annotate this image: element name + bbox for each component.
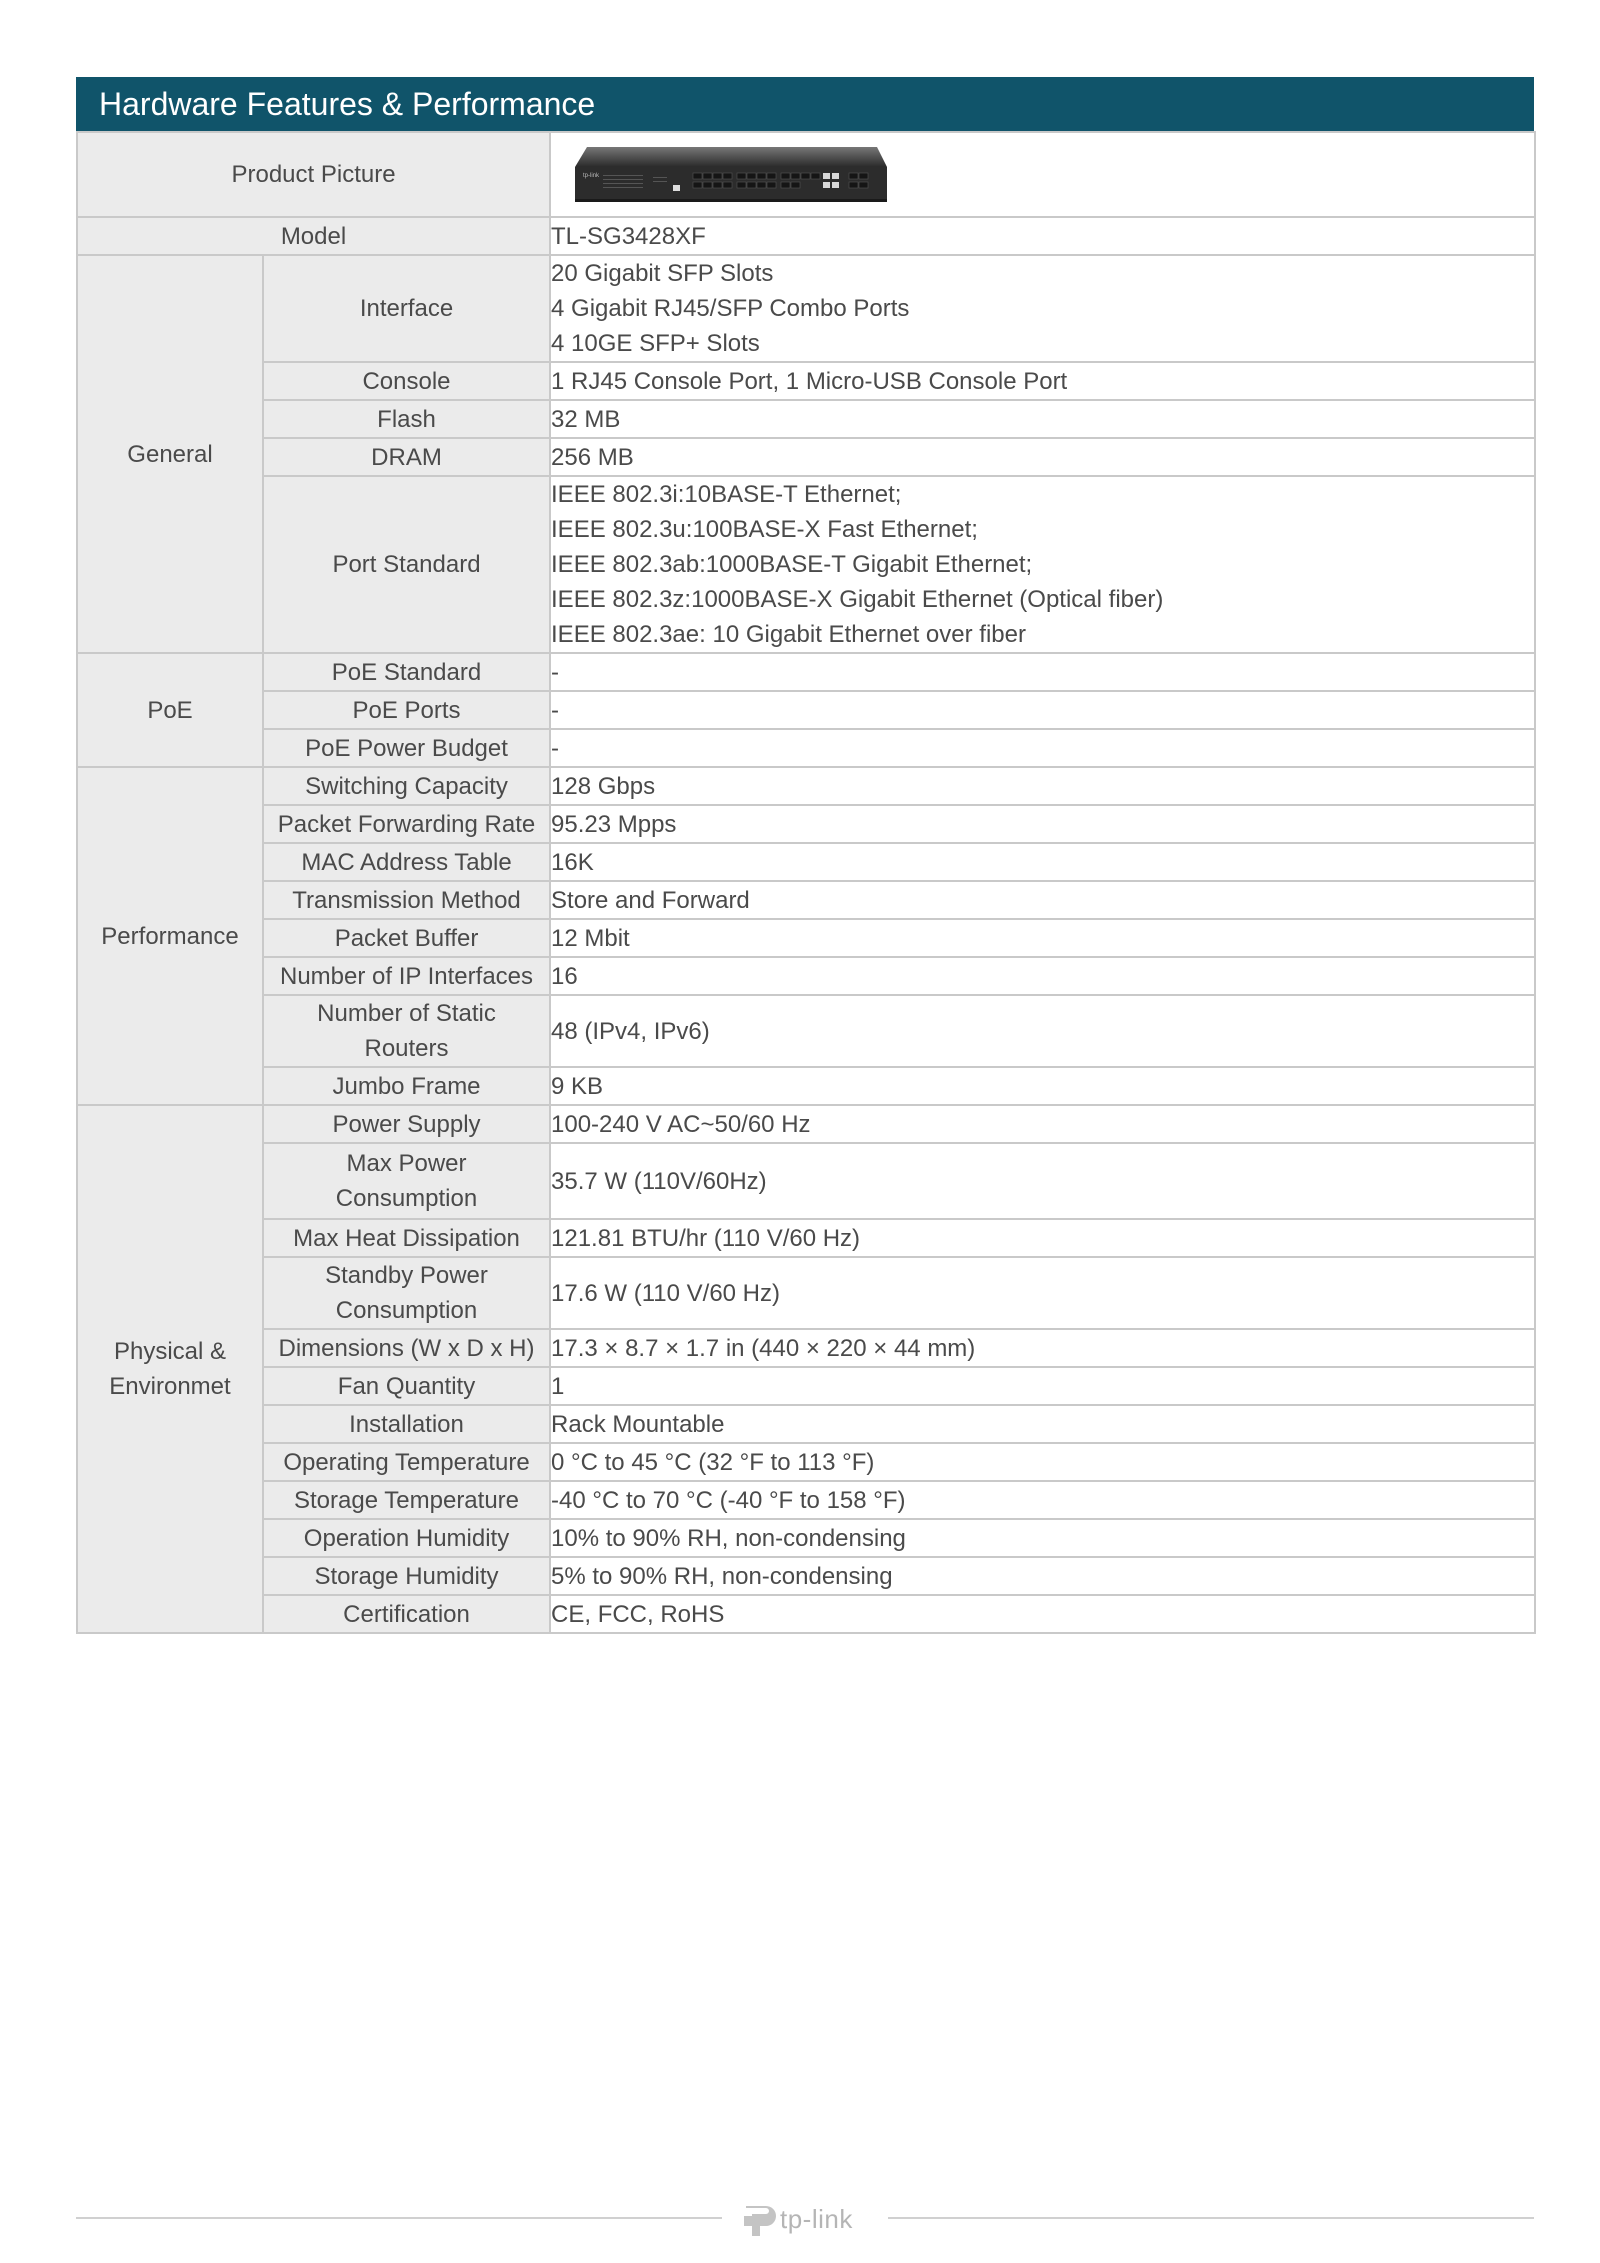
row-value: 16K bbox=[550, 843, 1535, 881]
table-row bbox=[77, 400, 1535, 438]
group-label-line: Physical & bbox=[113, 1338, 227, 1365]
row-label: Console bbox=[263, 362, 550, 400]
table-row bbox=[77, 1067, 1535, 1105]
value-line: 4 Gigabit RJ45/SFP Combo Ports bbox=[551, 295, 910, 322]
product-image bbox=[573, 145, 889, 205]
table-row bbox=[77, 805, 1535, 843]
row-value: - bbox=[550, 729, 1535, 767]
row-value: 0 °C to 45 °C (32 °F to 113 °F) bbox=[550, 1443, 1535, 1481]
table-row bbox=[77, 1219, 1535, 1257]
value-line: IEEE 802.3ae: 10 Gigabit Ethernet over fiber bbox=[551, 621, 1026, 648]
table-row bbox=[77, 691, 1535, 729]
row-value: CE, FCC, RoHS bbox=[550, 1595, 1535, 1633]
row-value: TL-SG3428XF bbox=[550, 217, 1535, 255]
row-label: Jumbo Frame bbox=[263, 1067, 550, 1105]
value-line: IEEE 802.3u:100BASE-X Fast Ethernet; bbox=[551, 516, 978, 543]
row-value: 10% to 90% RH, non-condensing bbox=[550, 1519, 1535, 1557]
row-value: 121.81 BTU/hr (110 V/60 Hz) bbox=[550, 1219, 1535, 1257]
row-label: Operation Humidity bbox=[263, 1519, 550, 1557]
row-value: 95.23 Mpps bbox=[550, 805, 1535, 843]
table-row bbox=[77, 957, 1535, 995]
group-label-general: General bbox=[77, 255, 263, 653]
spec-table bbox=[76, 131, 1536, 1634]
table-row bbox=[77, 1481, 1535, 1519]
row-label: Interface bbox=[263, 255, 550, 362]
table-row bbox=[77, 1105, 1535, 1143]
row-value: Store and Forward bbox=[550, 881, 1535, 919]
table-row bbox=[77, 1257, 1535, 1329]
row-label: MAC Address Table bbox=[263, 843, 550, 881]
label-line: Consumption bbox=[335, 1185, 478, 1212]
row-label: Product Picture bbox=[77, 132, 550, 217]
row-value: 35.7 W (110V/60Hz) bbox=[550, 1143, 1535, 1219]
row-label: Dimensions (W x D x H) bbox=[263, 1329, 550, 1367]
table-row bbox=[77, 132, 1535, 217]
table-row bbox=[77, 438, 1535, 476]
row-value: 32 MB bbox=[550, 400, 1535, 438]
row-value bbox=[550, 476, 1535, 653]
row-label: Storage Temperature bbox=[263, 1481, 550, 1519]
row-value: - bbox=[550, 653, 1535, 691]
group-label-performance: Performance bbox=[77, 767, 263, 1105]
table-row bbox=[77, 995, 1535, 1067]
row-label: Max Heat Dissipation bbox=[263, 1219, 550, 1257]
table-row bbox=[77, 1405, 1535, 1443]
footer-divider-left bbox=[76, 2217, 722, 2219]
row-label: Model bbox=[77, 217, 550, 255]
table-row bbox=[77, 1329, 1535, 1367]
value-line: IEEE 802.3z:1000BASE-X Gigabit Ethernet (Optical fiber) bbox=[551, 586, 1164, 613]
table-row bbox=[77, 362, 1535, 400]
product-picture-cell bbox=[550, 132, 1535, 217]
group-label-line: Environmet bbox=[109, 1373, 231, 1400]
tp-link-logo-icon bbox=[740, 2198, 778, 2238]
row-value: 128 Gbps bbox=[550, 767, 1535, 805]
row-value: - bbox=[550, 691, 1535, 729]
row-value: 12 Mbit bbox=[550, 919, 1535, 957]
value-line: 4 10GE SFP+ Slots bbox=[551, 330, 760, 357]
row-value: 9 KB bbox=[550, 1067, 1535, 1105]
table-row bbox=[77, 881, 1535, 919]
table-row bbox=[77, 476, 1535, 653]
label-line: Max Power bbox=[346, 1150, 467, 1177]
row-value bbox=[550, 255, 1535, 362]
row-label bbox=[263, 995, 550, 1067]
row-value: 1 RJ45 Console Port, 1 Micro-USB Console Port bbox=[550, 362, 1535, 400]
row-label: DRAM bbox=[263, 438, 550, 476]
table-row bbox=[77, 1443, 1535, 1481]
row-value: 5% to 90% RH, non-condensing bbox=[550, 1557, 1535, 1595]
row-label: Packet Buffer bbox=[263, 919, 550, 957]
row-label: Certification bbox=[263, 1595, 550, 1633]
row-label: Port Standard bbox=[263, 476, 550, 653]
row-value: 48 (IPv4, IPv6) bbox=[550, 995, 1535, 1067]
value-line: IEEE 802.3i:10BASE-T Ethernet; bbox=[551, 481, 902, 508]
table-row bbox=[77, 1367, 1535, 1405]
row-label: Power Supply bbox=[263, 1105, 550, 1143]
row-label bbox=[263, 1257, 550, 1329]
table-row bbox=[77, 919, 1535, 957]
row-value: 256 MB bbox=[550, 438, 1535, 476]
table-row bbox=[77, 729, 1535, 767]
label-line: Number of Static bbox=[317, 1000, 496, 1027]
row-value: 1 bbox=[550, 1367, 1535, 1405]
row-label bbox=[263, 1143, 550, 1219]
table-row bbox=[77, 1519, 1535, 1557]
row-label: PoE Standard bbox=[263, 653, 550, 691]
device-brand-mark: tp-link bbox=[583, 172, 600, 179]
row-value: Rack Mountable bbox=[550, 1405, 1535, 1443]
logo-text: tp-link bbox=[780, 2204, 853, 2234]
value-line: IEEE 802.3ab:1000BASE-T Gigabit Ethernet; bbox=[551, 551, 1033, 578]
row-label: Switching Capacity bbox=[263, 767, 550, 805]
tp-link-logo bbox=[740, 2198, 872, 2238]
spec-sheet bbox=[76, 77, 1534, 1634]
table-row bbox=[77, 1595, 1535, 1633]
row-label: PoE Power Budget bbox=[263, 729, 550, 767]
label-line: Standby Power bbox=[325, 1262, 488, 1289]
table-row bbox=[77, 843, 1535, 881]
row-label: Storage Humidity bbox=[263, 1557, 550, 1595]
value-line: 20 Gigabit SFP Slots bbox=[551, 260, 774, 287]
label-line: Routers bbox=[364, 1035, 449, 1062]
group-label-physical bbox=[77, 1105, 263, 1633]
row-label: Operating Temperature bbox=[263, 1443, 550, 1481]
row-label: Transmission Method bbox=[263, 881, 550, 919]
table-row bbox=[77, 767, 1535, 805]
row-label: Packet Forwarding Rate bbox=[263, 805, 550, 843]
label-line: Consumption bbox=[335, 1297, 478, 1324]
row-value: 100-240 V AC~50/60 Hz bbox=[550, 1105, 1535, 1143]
row-value: 17.6 W (110 V/60 Hz) bbox=[550, 1257, 1535, 1329]
row-label: Installation bbox=[263, 1405, 550, 1443]
table-row bbox=[77, 255, 1535, 362]
row-value: 17.3 × 8.7 × 1.7 in (440 × 220 × 44 mm) bbox=[550, 1329, 1535, 1367]
table-row bbox=[77, 1557, 1535, 1595]
row-label: Number of IP Interfaces bbox=[263, 957, 550, 995]
section-title: Hardware Features & Performance bbox=[76, 77, 1534, 131]
row-label: Fan Quantity bbox=[263, 1367, 550, 1405]
page-footer bbox=[76, 2198, 1534, 2238]
row-label: Flash bbox=[263, 400, 550, 438]
row-value: 16 bbox=[550, 957, 1535, 995]
table-row bbox=[77, 217, 1535, 255]
table-row bbox=[77, 653, 1535, 691]
row-value: -40 °C to 70 °C (-40 °F to 158 °F) bbox=[550, 1481, 1535, 1519]
table-row bbox=[77, 1143, 1535, 1219]
row-label: PoE Ports bbox=[263, 691, 550, 729]
group-label-poe: PoE bbox=[77, 653, 263, 767]
footer-divider-right bbox=[888, 2217, 1534, 2219]
